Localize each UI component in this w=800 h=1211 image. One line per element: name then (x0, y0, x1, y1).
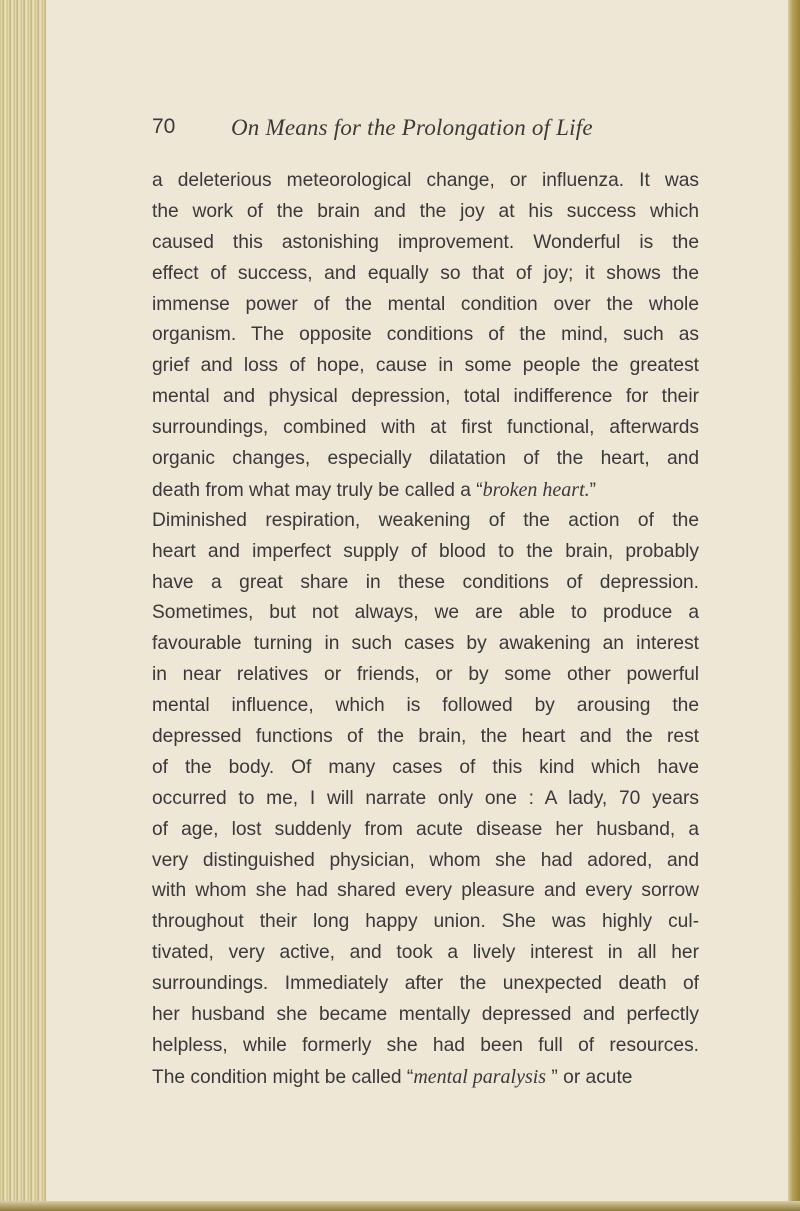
body-text (152, 166, 699, 1093)
text-line: effect of success, and equally so that of joy; it shows the (152, 262, 699, 284)
text-line: depressed functions of the brain, the heart and the rest (152, 726, 699, 748)
text-line: the work of the brain and the joy at his success which (152, 200, 699, 222)
text-line: heart and imperfect supply of blood to the brain, probably (152, 540, 699, 562)
text-line (152, 475, 699, 506)
running-title: On Means for the Prolongation of Life (231, 115, 593, 140)
text-segment: ” (589, 479, 597, 501)
text-line: mental and physical depression, total indifference for their (152, 386, 699, 408)
text-line: a deleterious meteorological change, or influenza. It was (152, 170, 699, 191)
text-line: of age, lost suddenly from acute disease her husband, a (152, 818, 699, 840)
italic-phrase: mental paralysis (413, 1065, 547, 1088)
text-segment: ” or acute (546, 1066, 633, 1088)
text-line: with whom she had shared every pleasure and every sorrow (152, 880, 699, 902)
text-segment: death from what may truly be called a “ (152, 479, 483, 501)
italic-phrase: broken heart. (482, 478, 590, 501)
text-line: have a great share in these conditions of depression. (152, 571, 699, 593)
text-line (152, 1062, 699, 1093)
book-binding-edge (0, 0, 46, 1211)
text-line: helpless, while formerly she had been full of resources. (152, 1034, 699, 1056)
text-segment: The condition might be called “ (152, 1066, 414, 1088)
page-right-edge (788, 0, 800, 1211)
running-head (152, 115, 712, 145)
text-line: in near relatives or friends, or by some other powerful (152, 664, 699, 686)
text-line: her husband she became mentally depressed and perfectly (152, 1004, 699, 1026)
text-line: grief and loss of hope, cause in some people the greatest (152, 355, 699, 377)
page-bottom-edge (0, 1201, 800, 1211)
text-line: Diminished respiration, weakening of the action of the (152, 509, 699, 531)
text-line: immense power of the mental condition over the whole (152, 293, 699, 315)
text-line: of the body. Of many cases of this kind which have (152, 756, 699, 778)
text-line: surroundings, combined with at first functional, afterwards (152, 417, 699, 439)
text-line: Sometimes, but not always, we are able to produce a (152, 602, 699, 624)
text-line: mental influence, which is followed by arousing the (152, 695, 699, 717)
text-line: throughout their long happy union. She was highly cul- (152, 911, 699, 933)
text-line: organic changes, especially dilatation of the heart, and (152, 448, 699, 470)
text-line: favourable turning in such cases by awakening an interest (152, 633, 699, 655)
page-number: 70 (152, 115, 176, 138)
text-line: very distinguished physician, whom she had adored, and (152, 849, 699, 871)
text-line: surroundings. Immediately after the unexpected death of (152, 973, 699, 995)
text-line: occurred to me, I will narrate only one : A lady, 70 years (152, 787, 699, 809)
text-line: tivated, very active, and took a lively interest in all her (152, 942, 699, 964)
text-line: caused this astonishing improvement. Wonderful is the (152, 231, 699, 253)
text-line: organism. The opposite conditions of the mind, such as (152, 324, 699, 346)
